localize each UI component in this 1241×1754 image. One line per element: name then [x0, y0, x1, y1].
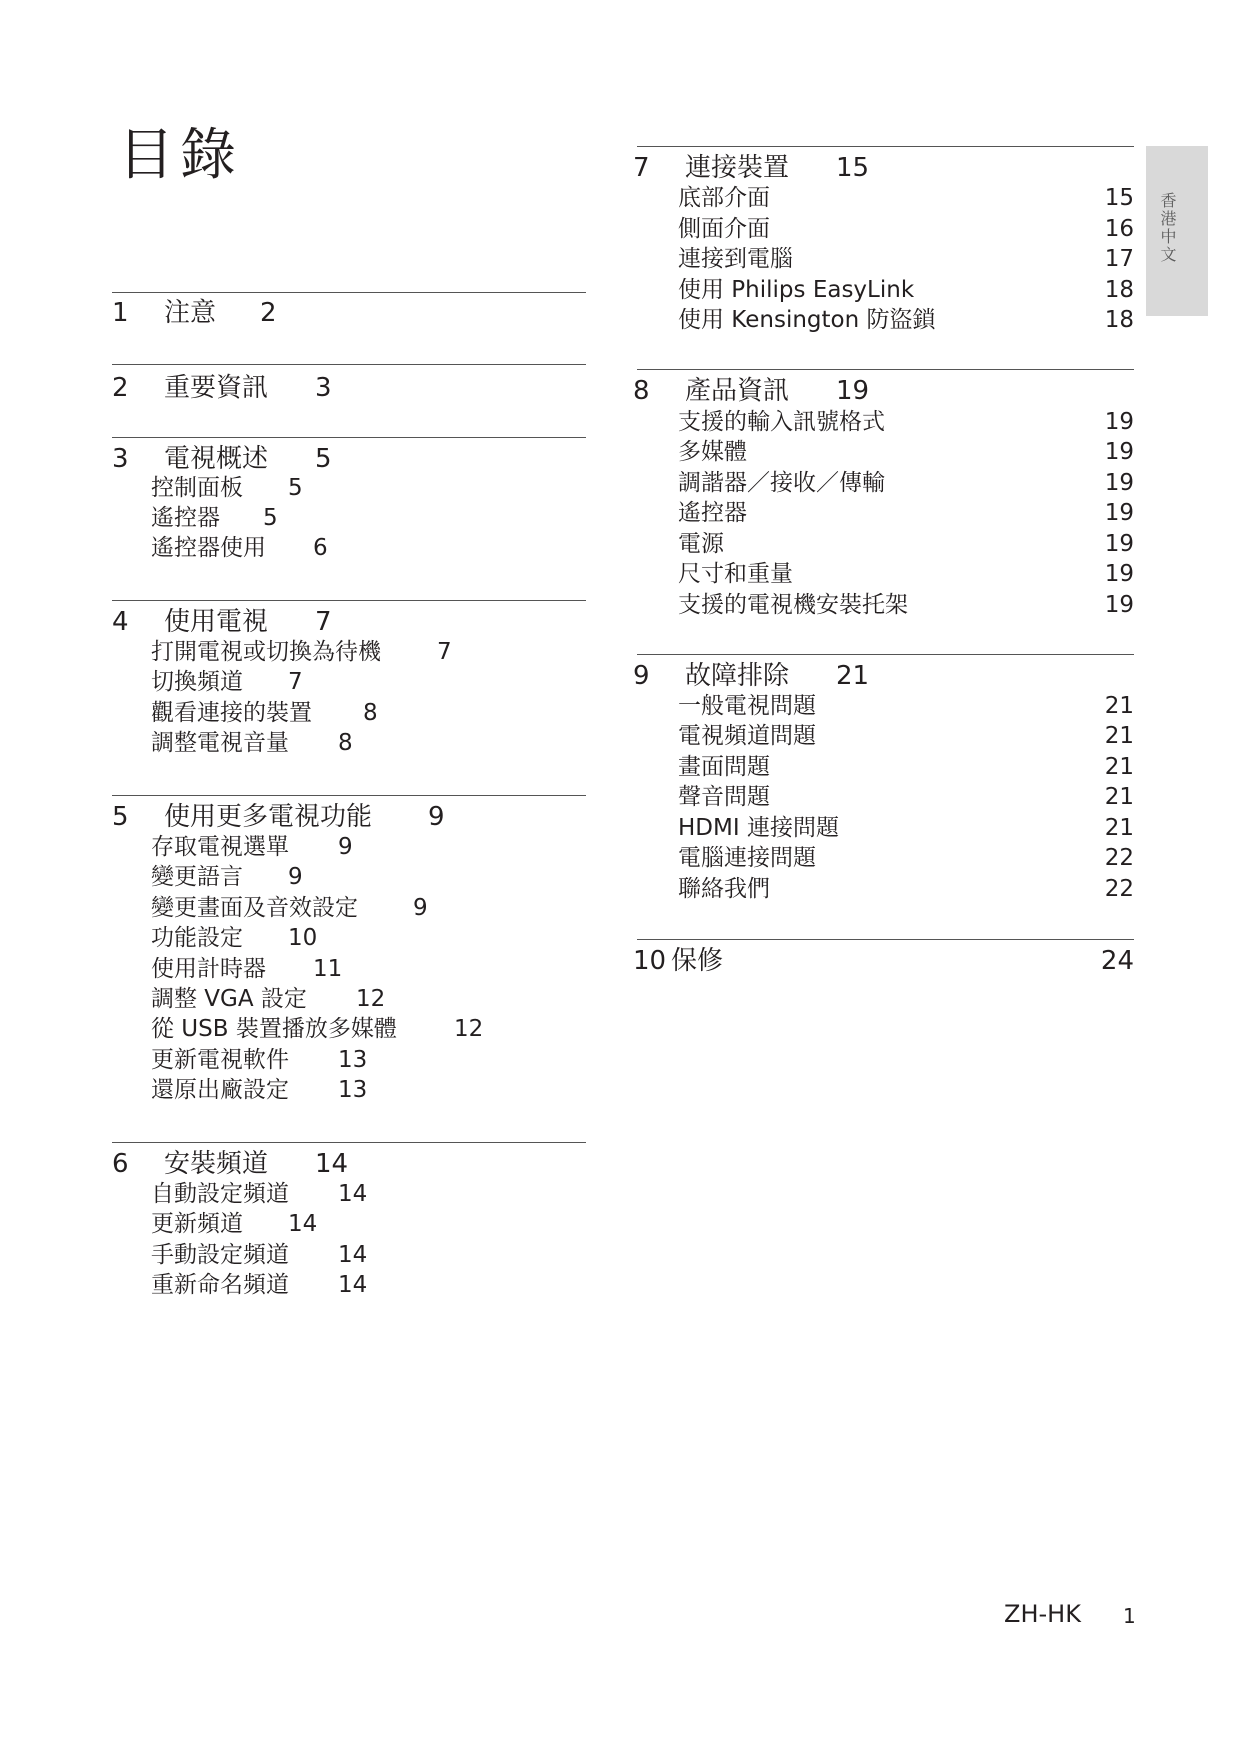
- section-divider: [637, 369, 1134, 370]
- entry-page: 17: [1104, 246, 1134, 272]
- entry-title: 調整 VGA 設定: [151, 986, 307, 1012]
- entry-title: 遙控器: [151, 505, 220, 531]
- entry-title: 電源: [678, 531, 724, 557]
- entry-title: 使用 Kensington 防盜鎖: [678, 307, 936, 333]
- section-title: 使用更多電視功能: [164, 802, 373, 832]
- section-divider: [112, 292, 586, 293]
- section-divider: [637, 654, 1134, 655]
- entry-title: 調諧器／接收／傳輸: [678, 470, 885, 496]
- section-number: 5: [112, 802, 129, 832]
- entry-title: 遙控器使用: [151, 535, 266, 561]
- entry-title: 功能設定: [151, 925, 243, 951]
- entry-title: 更新電視軟件: [151, 1047, 289, 1073]
- section-number: 2: [112, 373, 129, 403]
- entry-title: 還原出廠設定: [151, 1077, 289, 1103]
- entry-page: 21: [1104, 693, 1134, 719]
- section-page: 3: [315, 373, 332, 403]
- entry-page: 19: [1104, 561, 1134, 587]
- entry-title: 調整電視音量: [151, 730, 289, 756]
- entry-title: 多媒體: [678, 439, 747, 465]
- section-page: 15: [836, 153, 870, 183]
- entry-page: 8: [338, 730, 353, 756]
- entry-title: 支援的電視機安裝托架: [678, 592, 908, 618]
- section-title: 重要資訊: [164, 373, 269, 403]
- section-page: 5: [315, 444, 332, 474]
- entry-page: 16: [1104, 216, 1134, 242]
- entry-page: 19: [1104, 531, 1134, 557]
- section-divider: [637, 146, 1134, 147]
- language-tab: [1146, 146, 1208, 316]
- entry-page: 21: [1104, 784, 1134, 810]
- entry-title: 控制面板: [151, 475, 243, 501]
- entry-page: 7: [437, 639, 452, 665]
- section-divider: [112, 795, 586, 796]
- entry-title: 手動設定頻道: [151, 1242, 289, 1268]
- entry-page: 9: [288, 864, 303, 890]
- section-number: 3: [112, 444, 129, 474]
- entry-title: 變更語言: [151, 864, 243, 890]
- section-number: 9: [633, 661, 650, 691]
- entry-title: 遙控器: [678, 500, 747, 526]
- entry-page: 19: [1104, 592, 1134, 618]
- entry-title: 使用 Philips EasyLink: [678, 277, 915, 303]
- section-number: 7: [633, 153, 650, 183]
- section-divider: [637, 939, 1134, 940]
- entry-page: 5: [288, 475, 303, 501]
- entry-title: 畫面問題: [678, 754, 770, 780]
- entry-title: 側面介面: [678, 216, 770, 242]
- locale-code: ZH-HK: [1004, 1600, 1081, 1628]
- section-title: 故障排除: [685, 661, 790, 691]
- page-number: 1: [1123, 1604, 1136, 1628]
- entry-title: 更新頻道: [151, 1211, 243, 1237]
- section-title: 產品資訊: [685, 376, 790, 406]
- section-title: 電視概述: [164, 444, 269, 474]
- entry-title: 觀看連接的裝置: [151, 700, 312, 726]
- section-page: 14: [315, 1149, 349, 1179]
- section-divider: [112, 364, 586, 365]
- entry-title: 變更畫面及音效設定: [151, 895, 358, 921]
- entry-title: 使用計時器: [151, 956, 266, 982]
- page-title: 目錄: [118, 123, 242, 188]
- entry-page: 10: [288, 925, 318, 951]
- entry-page: 13: [338, 1047, 368, 1073]
- entry-page: 19: [1104, 439, 1134, 465]
- entry-page: 14: [288, 1211, 318, 1237]
- section-title: 安裝頻道: [164, 1149, 269, 1179]
- section-number: 6: [112, 1149, 129, 1179]
- entry-page: 5: [263, 505, 278, 531]
- entry-title: HDMI 連接問題: [678, 815, 839, 841]
- entry-page: 7: [288, 669, 303, 695]
- section-title: 連接裝置: [685, 153, 790, 183]
- entry-title: 聲音問題: [678, 784, 770, 810]
- entry-page: 19: [1104, 500, 1134, 526]
- entry-title: 從 USB 裝置播放多媒體: [151, 1016, 397, 1042]
- section-page: 19: [836, 376, 870, 406]
- entry-page: 9: [338, 834, 353, 860]
- section-divider: [112, 600, 586, 601]
- entry-page: 19: [1104, 409, 1134, 435]
- entry-page: 6: [313, 535, 328, 561]
- section-title: 保修: [671, 946, 724, 976]
- entry-page: 18: [1104, 277, 1134, 303]
- section-page: 2: [260, 298, 277, 328]
- entry-page: 12: [454, 1016, 484, 1042]
- entry-title: 存取電視選單: [151, 834, 289, 860]
- section-title: 使用電視: [164, 607, 269, 637]
- entry-title: 聯絡我們: [678, 876, 770, 902]
- entry-page: 21: [1104, 723, 1134, 749]
- entry-title: 切換頻道: [151, 669, 243, 695]
- entry-title: 連接到電腦: [678, 246, 793, 272]
- entry-page: 9: [413, 895, 428, 921]
- section-number: 8: [633, 376, 650, 406]
- entry-title: 尺寸和重量: [678, 561, 793, 587]
- entry-title: 電腦連接問題: [678, 845, 816, 871]
- section-divider: [112, 1142, 586, 1143]
- entry-page: 21: [1104, 754, 1134, 780]
- section-number: 1: [112, 298, 129, 328]
- entry-page: 22: [1104, 845, 1134, 871]
- entry-page: 22: [1104, 876, 1134, 902]
- section-number: 4: [112, 607, 129, 637]
- entry-page: 18: [1104, 307, 1134, 333]
- section-page: 21: [836, 661, 870, 691]
- section-page: 7: [315, 607, 332, 637]
- section-divider: [112, 437, 586, 438]
- section-number: 10: [633, 946, 667, 976]
- entry-page: 12: [356, 986, 386, 1012]
- language-tab-label: 香港中文: [1158, 192, 1177, 264]
- entry-title: 打開電視或切換為待機: [151, 639, 381, 665]
- entry-page: 11: [313, 956, 343, 982]
- entry-page: 15: [1104, 185, 1134, 211]
- entry-page: 8: [363, 700, 378, 726]
- entry-title: 電視頻道問題: [678, 723, 816, 749]
- section-page: 24: [1100, 946, 1134, 976]
- entry-page: 14: [338, 1181, 368, 1207]
- entry-page: 14: [338, 1242, 368, 1268]
- entry-title: 支援的輸入訊號格式: [678, 409, 885, 435]
- entry-page: 19: [1104, 470, 1134, 496]
- entry-page: 14: [338, 1272, 368, 1298]
- entry-title: 自動設定頻道: [151, 1181, 289, 1207]
- entry-page: 21: [1104, 815, 1134, 841]
- section-title: 注意: [164, 298, 217, 328]
- entry-page: 13: [338, 1077, 368, 1103]
- entry-title: 一般電視問題: [678, 693, 816, 719]
- entry-title: 底部介面: [678, 185, 770, 211]
- section-page: 9: [428, 802, 445, 832]
- entry-title: 重新命名頻道: [151, 1272, 289, 1298]
